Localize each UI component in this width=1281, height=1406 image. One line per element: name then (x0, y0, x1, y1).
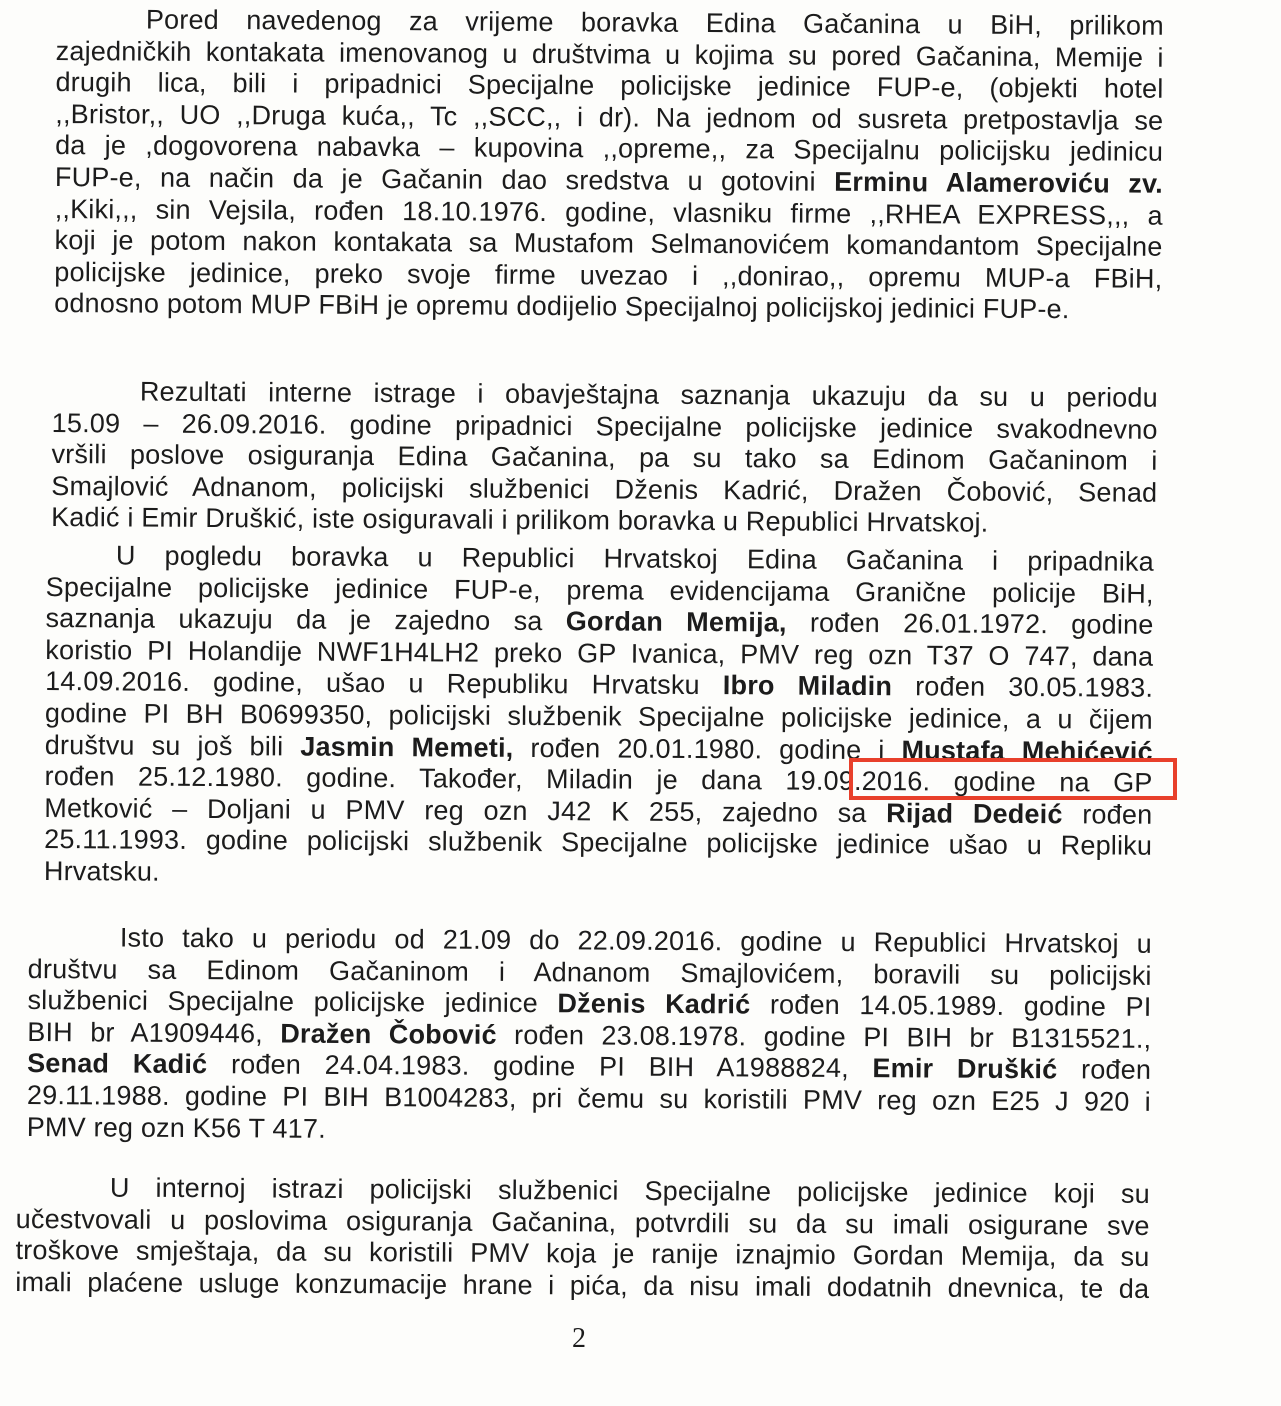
paragraph-4 (27, 922, 1152, 1150)
text-line: Specijalne policijske jedinice FUP-e, prema evidencijama Granične policije BiH, (45, 571, 1154, 609)
page-number: 2 (572, 1323, 586, 1354)
text-fragment: rođen 14.05.1989. godine PI (769, 989, 1152, 1023)
bold-name-rijad: Rijad Dedeić (886, 797, 1063, 829)
text-fragment: rođen 20.01.1980. godine i (530, 732, 902, 765)
text-line: ,,Bristor,, UO ,,Druga kuća,, Tc ,,SCC,, i dr). Na jednom od susreta pretpostavlja se (55, 98, 1164, 136)
text-line: Kadić i Emir Druškić, iste osiguravali i prilikom boravka u Republici Hrvatskoj. (51, 502, 989, 539)
text-line: imali plaćene usluge konzumacije hrane i pića, da nisu imali dodatnih dnevnica, te da (15, 1266, 1150, 1304)
paragraph-5 (15, 1172, 1150, 1305)
text-fragment: rođen 26.01.1972. godine (809, 607, 1154, 640)
bold-name-mustafa: Mustafa Mehićević (901, 734, 1153, 767)
text-line: Pored navedenog za vrijeme boravka Edina Gačanina u BiH, prilikom (145, 4, 1164, 41)
text-line: PMV reg ozn K56 T 417. (26, 1111, 326, 1144)
text-line: U pogledu boravka u Republici Hrvatskoj Edina Gačanina i pripadnika (115, 540, 1154, 577)
text-line: zajedničkih kontakata imenovanog u društvima u kojima su pored Gačanina, Memije i (55, 35, 1164, 73)
text-fragment: službenici Specijalne policijske jedinice (27, 985, 558, 1019)
text-fragment: rođen (1080, 1054, 1152, 1086)
text-fragment: 14.09.2016. godine, ušao u Republiku Hrvatsku (45, 666, 723, 701)
text-line: vršili poslove osiguranja Edina Gačanina, pa su tako sa Edinom Gačaninom i (51, 439, 1158, 476)
bold-name-jasmin: Jasmin Memeti, (300, 731, 514, 763)
text-fragment: rođen 30.05.1983. (915, 671, 1154, 704)
text-line: ,,Kiki,,, sin Vejsila, rođen 18.10.1976. godine, vlasniku firme ,,RHEA EXPRESS,,, a (54, 193, 1163, 231)
text-line: da je ,dogovorena nabavka – kupovina ,,opreme,, za Specijalnu policijsku jedinicu (55, 130, 1164, 168)
bold-name-dzenis: Dženis Kadrić (557, 988, 751, 1020)
bold-name-drazen: Dražen Čobović (280, 1018, 497, 1050)
highlight-box (849, 758, 1177, 800)
bold-name-gordan: Gordan Memija, (565, 606, 787, 638)
text-fragment: rođen 24.04.1983. godine PI BIH A1988824, (230, 1049, 873, 1084)
bold-name: Erminu Alameroviću zv. (834, 166, 1164, 199)
bold-name-senad: Senad Kadić (27, 1048, 208, 1080)
text-fragment: rođen (1082, 799, 1153, 830)
text-line: učestvovali u poslovima osiguranja Gačanina, potvrdili su da su imali osigurane sve (15, 1203, 1150, 1241)
text-line: 25.11.1993. godine policijski službenik Specijalne policijske jedinice ušao u Repliku (44, 824, 1153, 862)
text-fragment: FUP-e, na način da je Gačanin dao sredstva u gotovini (54, 161, 835, 197)
bold-name-ibro: Ibro Miladin (722, 670, 893, 702)
paragraph-2 (51, 376, 1158, 541)
text-line: Hrvatsku. (43, 855, 160, 887)
text-line: odnosno potom MUP FBiH je opremu dodijelio Specijalnoj policijskoj jedinici FUP-e. (54, 288, 1070, 325)
text-line: društvu sa Edinom Gačaninom i Adnanom Smajlovićem, boravili su policijski (27, 953, 1152, 991)
text-line: rođen 25.12.1980. godine. Također, Miladin je dana 19.09.2016. godine na GP (44, 761, 1153, 798)
text-line: koristio PI Holandije NWF1H4LH2 preko GP Ivanica, PMV reg ozn T37 O 747, dana (45, 634, 1154, 672)
text-line: Smajlović Adnanom, policijski službenici Dženis Kadrić, Dražen Čobović, Senad (51, 470, 1158, 508)
text-line: U internoj istrazi policijski službenici Specijalne policijske jedinice koji su (109, 1172, 1150, 1209)
paragraph-1 (54, 4, 1164, 327)
text-line: Isto tako u periodu od 21.09 do 22.09.2016. godine u Republici Hrvatskoj u (119, 922, 1152, 959)
text-fragment: rođen 23.08.1978. godine PI BIH br B1315521., (514, 1019, 1152, 1054)
text-line: drugih lica, bili i pripadnici Specijalne policijske jedinice FUP-e, (objekti hotel (55, 67, 1164, 104)
text-line: 29.11.1988. godine PI BIH B1004283, pri čemu su koristili PMV reg ozn E25 J 920 i (26, 1079, 1152, 1117)
text-line: godine PI BH B0699350, policijski službenik Specijalne policijske jedinice, a u čijem (44, 697, 1154, 735)
paragraph-3 (44, 540, 1154, 894)
text-line: 15.09 – 26.09.2016. godine pripadnici Specijalne policijske jedinice svakodnevno (51, 407, 1158, 445)
text-line: koji je potom nakon kontakata sa Mustafom Selmanovićem komandantom Specijalne (54, 225, 1163, 262)
text-line: troškove smještaja, da su koristili PMV koja je ranije iznajmio Gordan Memija, da su (15, 1235, 1150, 1273)
text-fragment: BIH br A1909446, (27, 1016, 281, 1049)
text-fragment: Metković – Doljani u PMV reg ozn J42 K 255, zajedno sa (44, 792, 887, 828)
text-fragment: društvu su još bili (44, 729, 301, 762)
text-line: policijske jedinice, preko svoje firme uvezao i ,,donirao,, opremu MUP-a FBiH, (54, 256, 1163, 294)
bold-name-emir: Emir Druškić (872, 1053, 1058, 1085)
text-line: Rezultati interne istrage i obavještajna saznanja ukazuju da su u periodu (139, 376, 1158, 413)
text-fragment: saznanja ukazuju da je zajedno sa (45, 603, 566, 637)
